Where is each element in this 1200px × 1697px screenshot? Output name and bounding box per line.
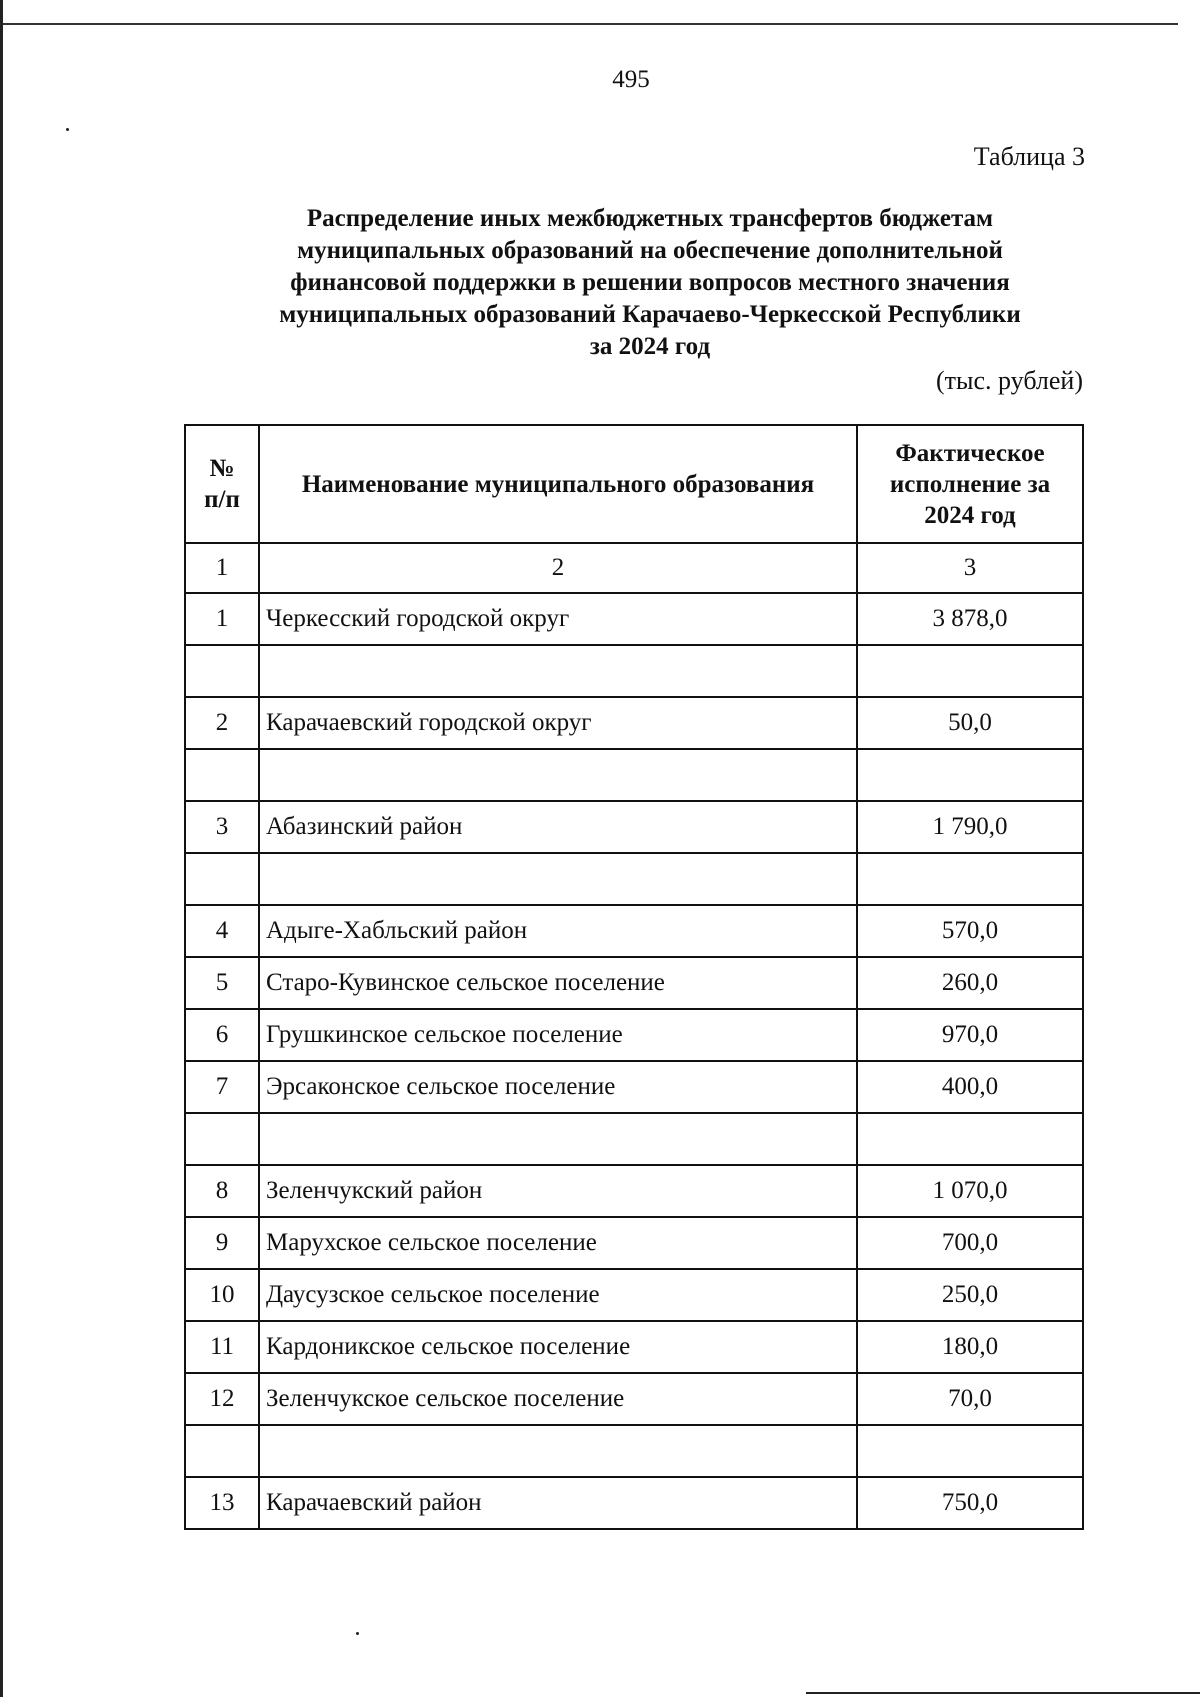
row-value: 700,0: [857, 1217, 1083, 1269]
row-name: Карачаевский район: [259, 1477, 857, 1529]
header-number: [185, 425, 259, 543]
row-name: Грушкинское сельское поселение: [259, 1009, 857, 1061]
row-name: [259, 749, 857, 801]
column-index-row: [185, 543, 1083, 593]
header-value: Фактическое исполнение за 2024 год: [857, 425, 1083, 543]
row-value: [857, 853, 1083, 905]
row-value: [857, 1113, 1083, 1165]
header-name: Наименование муниципального образования: [259, 425, 857, 543]
row-number: 5: [185, 957, 259, 1009]
row-value: [857, 645, 1083, 697]
row-value: 250,0: [857, 1269, 1083, 1321]
title-line: муниципальных образований Карачаево-Черкесской Республики: [279, 301, 1021, 328]
row-number: 13: [185, 1477, 259, 1529]
row-name: Зеленчукский район: [259, 1165, 857, 1217]
units-label: (тыс. рублей): [935, 366, 1083, 395]
row-number: [185, 1425, 259, 1477]
row-number: [185, 853, 259, 905]
table-row: [185, 593, 1083, 645]
page-number: 495: [612, 66, 650, 93]
table-row: [185, 1477, 1083, 1529]
title-line: муниципальных образований на обеспечение дополнительной: [297, 237, 1003, 264]
table-row: [185, 1217, 1083, 1269]
row-name: Даусузское сельское поселение: [259, 1269, 857, 1321]
table-row: [185, 801, 1083, 853]
row-value: 400,0: [857, 1061, 1083, 1113]
header-number-line: п/п: [204, 486, 240, 513]
table-row-empty: [185, 645, 1083, 697]
row-number: 9: [185, 1217, 259, 1269]
row-name: Адыге-Хабльский район: [259, 905, 857, 957]
row-number: [185, 645, 259, 697]
row-name: [259, 645, 857, 697]
index-cell: 2: [259, 543, 857, 593]
row-name: [259, 853, 857, 905]
table-row: [185, 1373, 1083, 1425]
row-value: [857, 749, 1083, 801]
scan-speck: [66, 128, 69, 131]
table-row: [185, 1009, 1083, 1061]
row-number: 11: [185, 1321, 259, 1373]
transfers-table: [184, 424, 1084, 1530]
index-cell: 3: [857, 543, 1083, 593]
index-cell: 1: [185, 543, 259, 593]
table-row: [185, 1061, 1083, 1113]
scan-edge-left: [0, 0, 3, 1697]
row-name: Зеленчукское сельское поселение: [259, 1373, 857, 1425]
row-name: [259, 1425, 857, 1477]
table-row: [185, 905, 1083, 957]
table-row: [185, 697, 1083, 749]
scan-edge-bottom: [806, 1692, 1200, 1694]
table-row-empty: [185, 749, 1083, 801]
header-number-line: №: [209, 455, 235, 482]
scan-edge-top: [0, 23, 1178, 25]
row-value: 750,0: [857, 1477, 1083, 1529]
table-label: Таблица 3: [973, 142, 1085, 171]
document-title: [150, 203, 1150, 363]
table-row: [185, 1269, 1083, 1321]
header-row: [185, 425, 1083, 543]
row-value: 3 878,0: [857, 593, 1083, 645]
row-number: 3: [185, 801, 259, 853]
table-row: [185, 1321, 1083, 1373]
table-row: [185, 1165, 1083, 1217]
row-name: Кардоникское сельское поселение: [259, 1321, 857, 1373]
row-number: 1: [185, 593, 259, 645]
row-value: 50,0: [857, 697, 1083, 749]
table-row-empty: [185, 853, 1083, 905]
row-value: 1 070,0: [857, 1165, 1083, 1217]
row-value: 70,0: [857, 1373, 1083, 1425]
scan-speck: [356, 1632, 359, 1635]
title-line: финансовой поддержки в решении вопросов местного значения: [290, 269, 1010, 296]
row-number: [185, 749, 259, 801]
table-row-empty: [185, 1425, 1083, 1477]
row-number: 6: [185, 1009, 259, 1061]
row-name: [259, 1113, 857, 1165]
row-name: Марухское сельское поселение: [259, 1217, 857, 1269]
row-value: 570,0: [857, 905, 1083, 957]
row-number: 2: [185, 697, 259, 749]
row-number: 4: [185, 905, 259, 957]
row-name: Старо-Кувинское сельское поселение: [259, 957, 857, 1009]
row-number: 7: [185, 1061, 259, 1113]
title-line: Распределение иных межбюджетных трансфертов бюджетам: [306, 205, 994, 232]
row-number: 8: [185, 1165, 259, 1217]
row-value: [857, 1425, 1083, 1477]
row-number: 10: [185, 1269, 259, 1321]
row-value: 260,0: [857, 957, 1083, 1009]
table-row-empty: [185, 1113, 1083, 1165]
row-name: Карачаевский городской округ: [259, 697, 857, 749]
row-name: Абазинский район: [259, 801, 857, 853]
row-name: Эрсаконское сельское поселение: [259, 1061, 857, 1113]
title-line: за 2024 год: [589, 333, 711, 360]
row-value: 970,0: [857, 1009, 1083, 1061]
row-number: 12: [185, 1373, 259, 1425]
table-row: [185, 957, 1083, 1009]
row-name: Черкесский городской округ: [259, 593, 857, 645]
row-number: [185, 1113, 259, 1165]
row-value: 180,0: [857, 1321, 1083, 1373]
row-value: 1 790,0: [857, 801, 1083, 853]
